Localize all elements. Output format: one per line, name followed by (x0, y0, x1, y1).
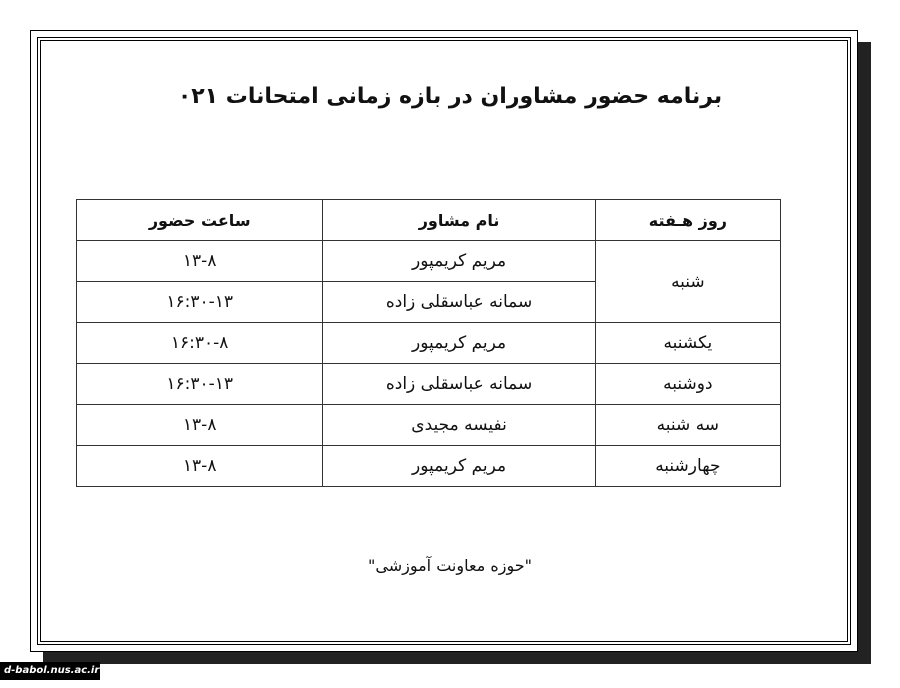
table-row (77, 446, 781, 487)
cell-time: ۱۶:۳۰-۸ (77, 323, 323, 364)
cell-name: سمانه عباسقلی زاده (323, 364, 595, 405)
cell-day: سه شنبه (595, 405, 780, 446)
table-row (77, 323, 781, 364)
table-row (77, 241, 781, 282)
cell-name: مریم کریمپور (323, 241, 595, 282)
cell-name: مریم کریمپور (323, 323, 595, 364)
cell-time: ۱۳-۸ (77, 405, 323, 446)
header-day: روز هـفته (595, 200, 780, 241)
cell-name: مریم کریمپور (323, 446, 595, 487)
cell-day: چهارشنبه (595, 446, 780, 487)
table-row (77, 405, 781, 446)
cell-day: شنبه (595, 241, 780, 323)
cell-time: ۱۳-۸ (77, 241, 323, 282)
cell-time: ۱۶:۳۰-۱۳ (77, 364, 323, 405)
site-badge[interactable]: d-babol.nus.ac.ir (0, 662, 100, 680)
cell-name: سمانه عباسقلی زاده (323, 282, 595, 323)
table-header-row (77, 200, 781, 241)
schedule-table (76, 199, 781, 487)
header-time: ساعت حضور (77, 200, 323, 241)
cell-day: یکشنبه (595, 323, 780, 364)
cell-name: نفیسه مجیدی (323, 405, 595, 446)
table-row (77, 364, 781, 405)
cell-day: دوشنبه (595, 364, 780, 405)
cell-time: ۱۳-۸ (77, 446, 323, 487)
page-title: برنامه حضور مشاوران در بازه زمانی امتحانات ۰۲۱ (177, 84, 723, 109)
cell-time: ۱۶:۳۰-۱۳ (77, 282, 323, 323)
header-name: نام مشاور (323, 200, 595, 241)
footer-signature: "حوزه معاونت آموزشی" (368, 556, 532, 575)
